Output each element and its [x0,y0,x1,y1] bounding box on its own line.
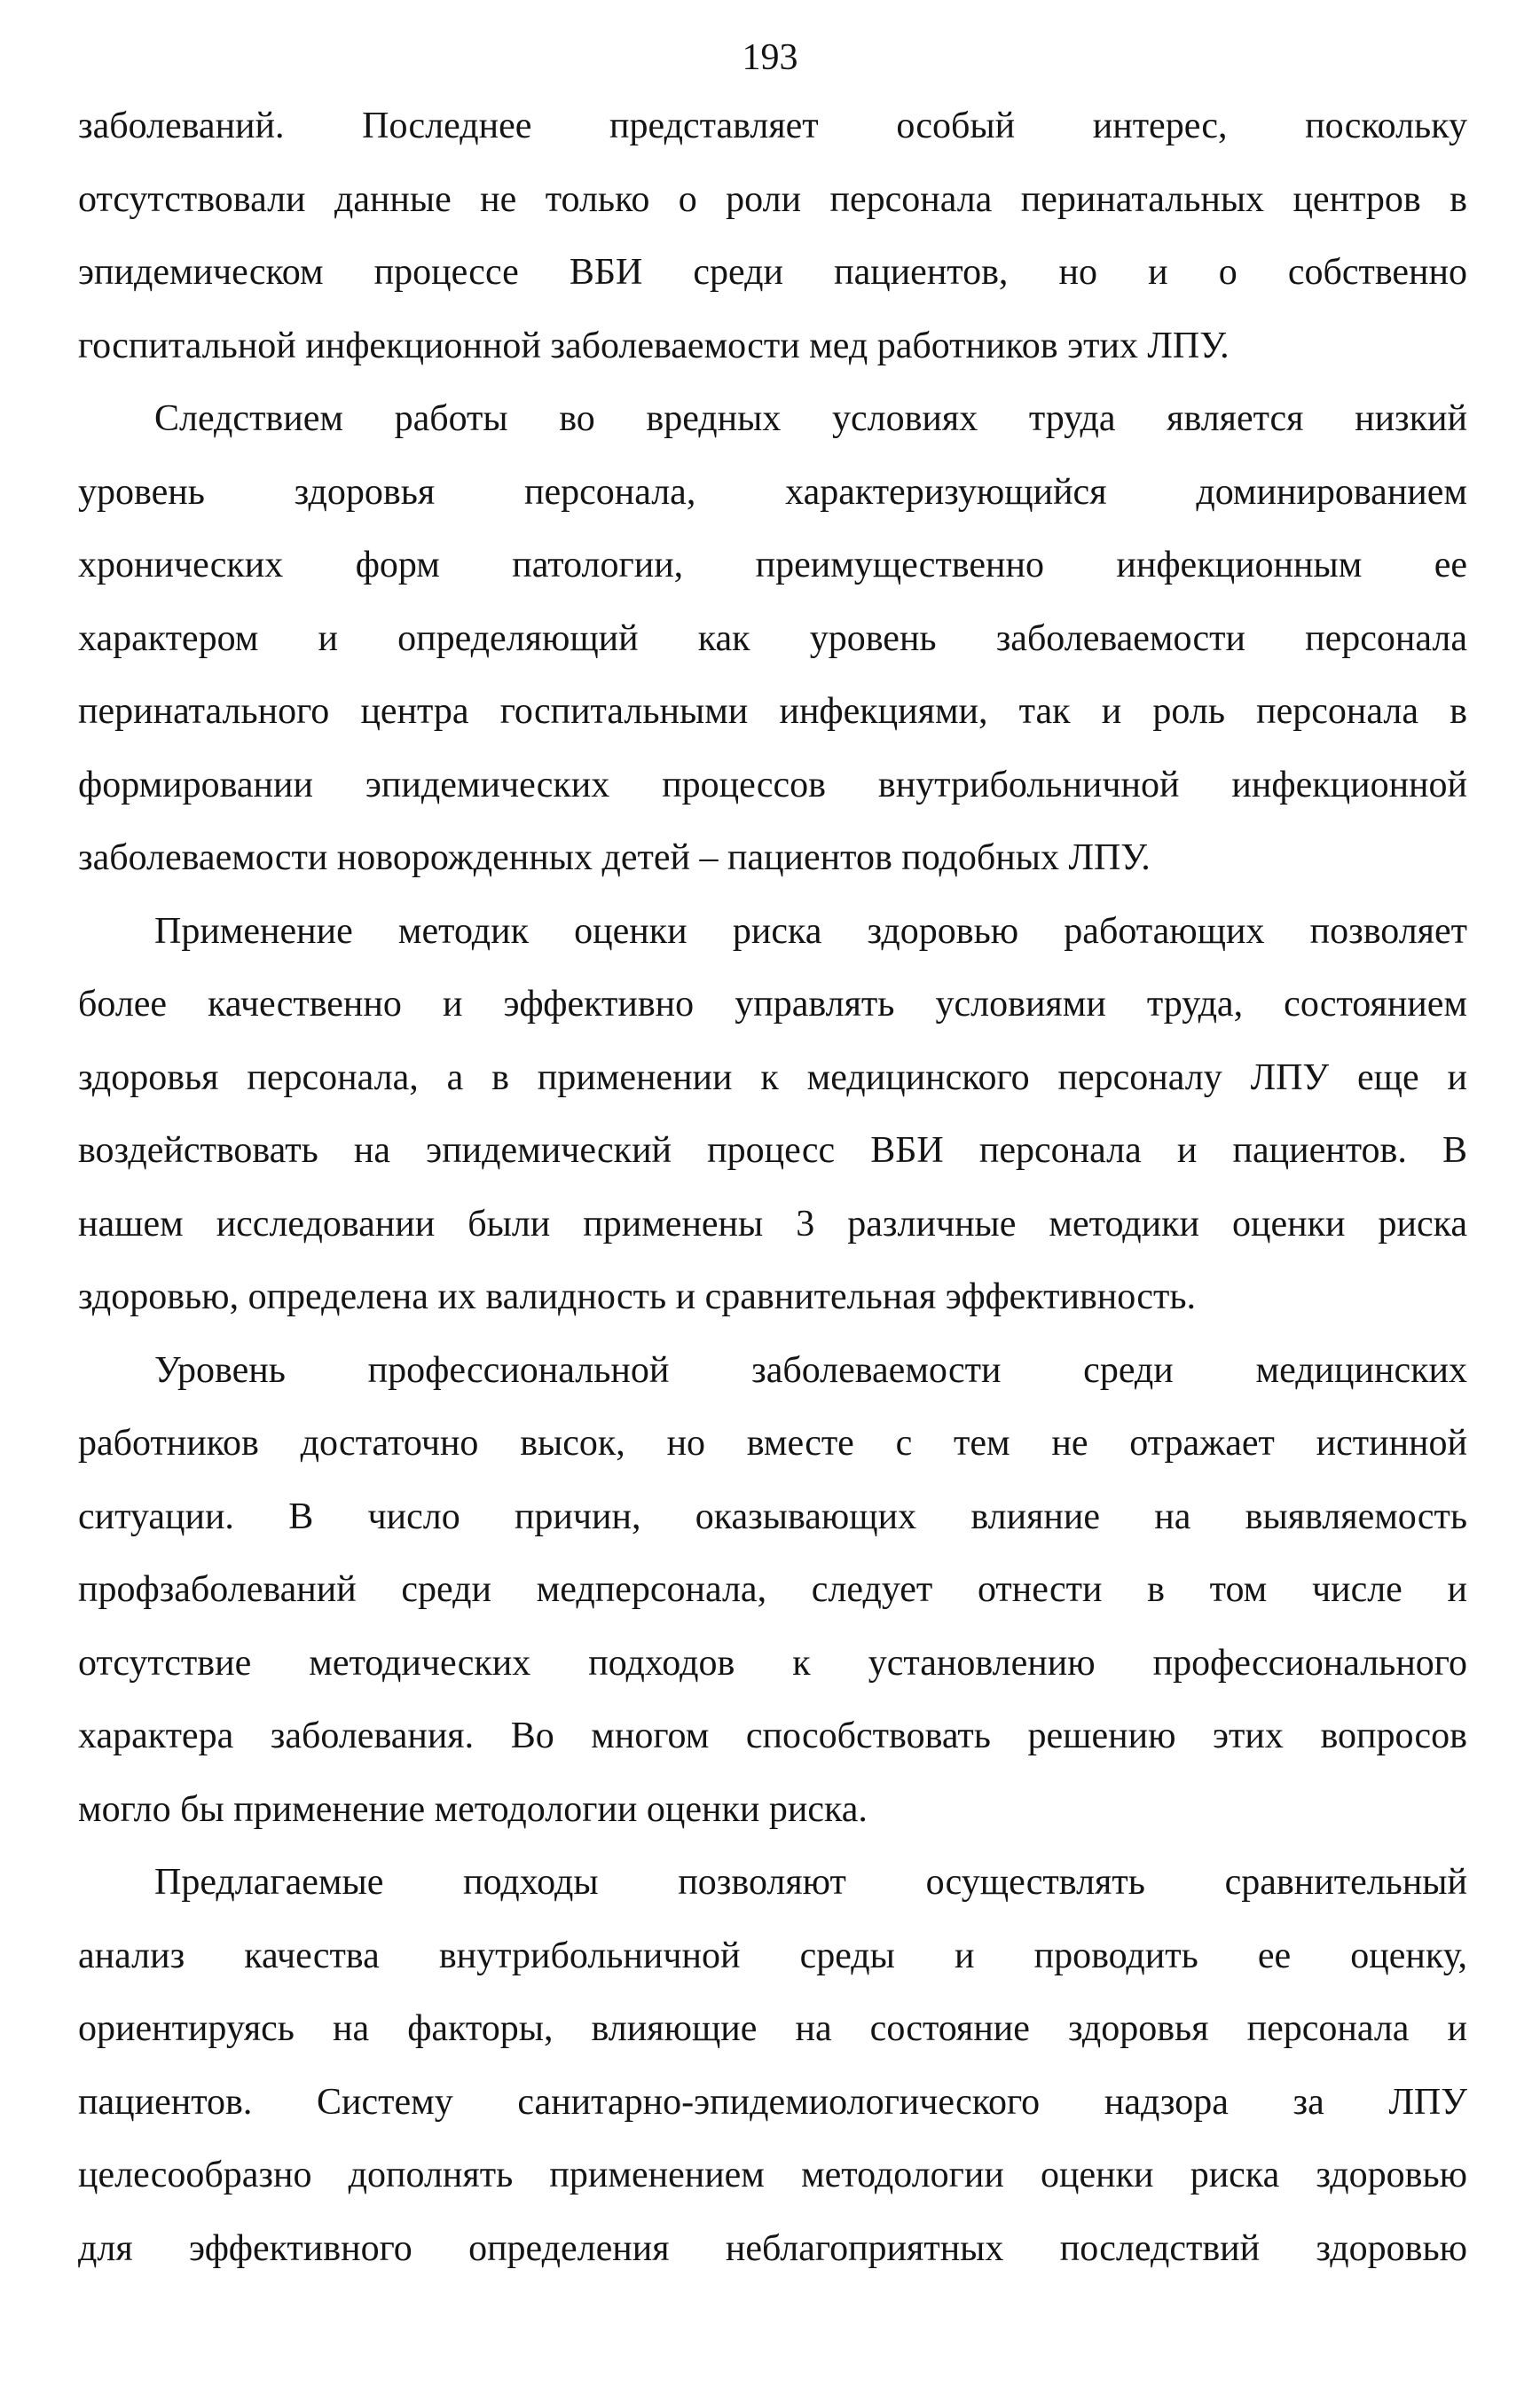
text-line: заболеваний. Последнее представляет особый интерес, поскольку [78,106,1467,146]
text-line: пациентов. Системy санитарно-эпидемиологического надзора за ЛПУ [78,2081,1467,2123]
text-line: формировании эпидемических процессов внутрибольничной инфекционной [78,764,1467,805]
text-line: ориентируясь на факторы, влияющие на состояние здоровья персонала и [78,2008,1467,2049]
text-line: характером и определяющий как уровень заболеваемости персонала [78,617,1467,659]
paragraph [78,1846,1467,2285]
text-line: Следствием работы во вредных условиях труда является низкий [154,398,1467,439]
text-line: могло бы применение методологии оценки риска. [78,1788,868,1830]
text-line: Предлагаемые подходы позволяют осуществлять сравнительный [154,1862,1467,1903]
text-line: более качественно и эффективно управлять условиями труда, состоянием [78,984,1467,1025]
text-line: ситуации. В число причин, оказывающих влияние на выявляемость [78,1496,1467,1537]
text-line: Применение методик оценки риска здоровью работающих позволяет [154,910,1467,952]
page-number: 193 [742,37,798,78]
paragraph [78,382,1467,895]
text-line: Уровень профессиональной заболеваемости среди медицинских [154,1349,1467,1391]
text-line: здоровья персонала, а в применении к медицинского персоналу ЛПУ еще и [78,1056,1467,1098]
text-line: отсутствовали данные не только о роли персонала перинатальных центров в [78,178,1467,220]
text-line: уровень здоровья персонала, характеризующийся доминированием [78,471,1467,513]
text-line: характера заболевания. Во многом способствовать решению этих вопросов [78,1716,1467,1756]
body-text [78,90,1467,2285]
text-line: профзаболеваний среди медперсонала, следует отнести в том числе и [78,1569,1467,1610]
text-line: анализ качества внутрибольничной среды и проводить ее оценку, [78,1935,1467,1976]
text-line: для эффективного определения неблагоприятных последствий здоровью [78,2227,1467,2269]
text-line: перинатального центра госпитальными инфекциями, так и роль персонала в [78,691,1467,732]
text-line: госпитальной инфекционной заболеваемости мед работников этих ЛПУ. [78,325,1230,366]
paragraph [78,1334,1467,1847]
text-line: целесообразно дополнять применением методологии оценки риска здоровью [78,2155,1467,2195]
text-line: хронических форм патологии, преимущественно инфекционным ее [78,545,1467,585]
text-line: нашем исследовании были применены 3 различные методики оценки риска [78,1203,1467,1245]
text-line: воздействовать на эпидемический процесс ВБИ персонала и пациентов. В [78,1130,1467,1171]
paragraph [78,895,1467,1334]
text-line: отсутствие методических подходов к установлению профессионального [78,1642,1467,1684]
text-line: работников достаточно высок, но вместе с тем не отражает истинной [78,1423,1467,1464]
text-line: эпидемическом процессе ВБИ среди пациентов, но и о собственно [78,252,1467,293]
text-line: здоровью, определена их валидность и сравнительная эффективность. [78,1276,1196,1317]
paragraph [78,90,1467,382]
text-line: заболеваемости новорожденных детей – пациентов подобных ЛПУ. [78,837,1151,878]
